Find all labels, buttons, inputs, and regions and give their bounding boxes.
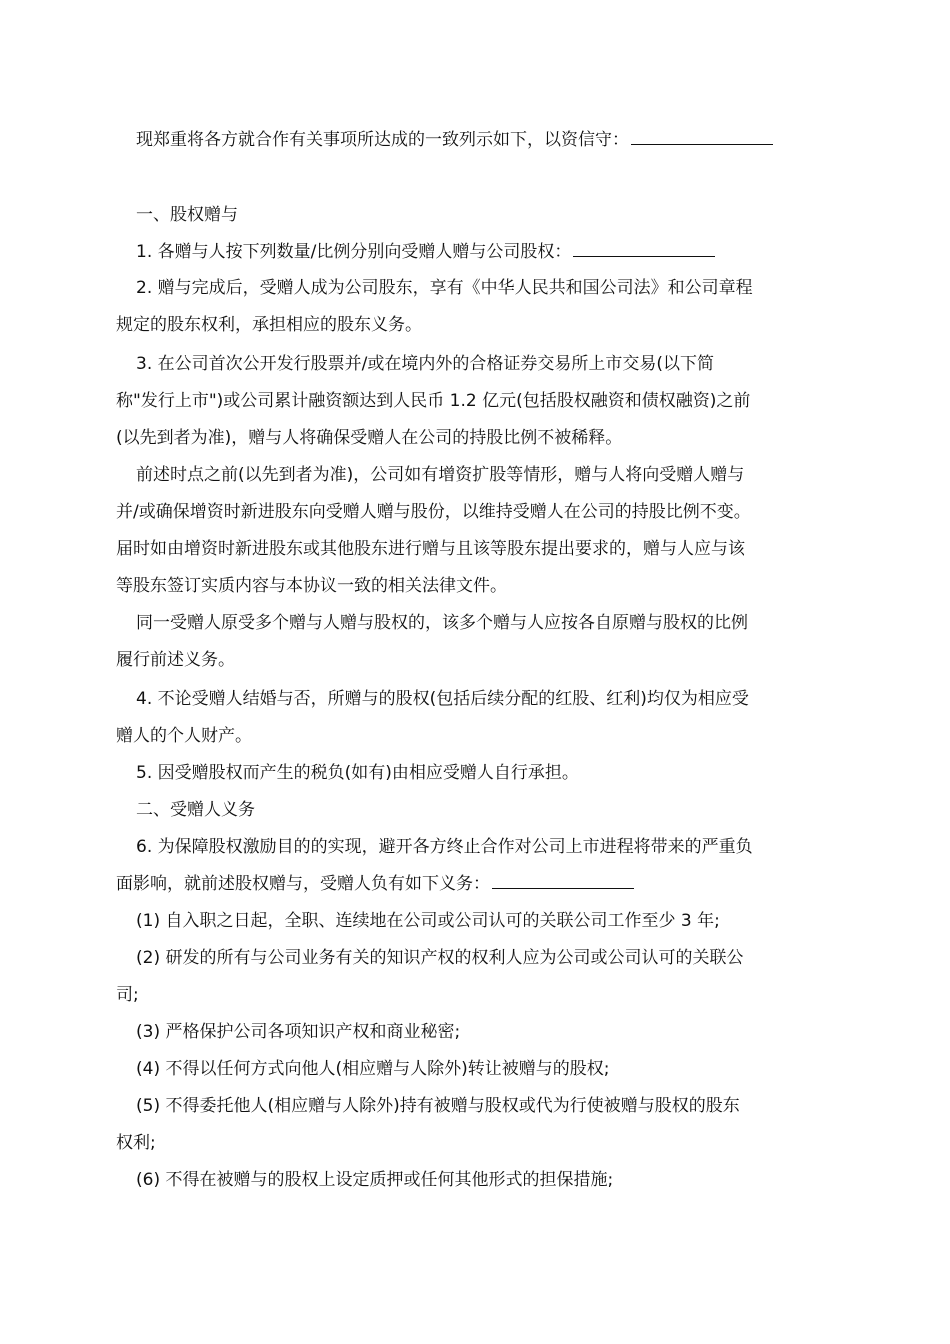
clause-6-text: 面影响，就前述股权赠与，受赠人负有如下义务：	[116, 874, 490, 894]
para-line-1: 前述时点之前(以先到者为准)，公司如有增资扩股等情形，赠与人将向受赠人赠与	[136, 465, 745, 485]
para-2-line-1: 同一受赠人原受多个赠与人赠与股权的，该多个赠与人应按各自原赠与股权的比例	[136, 613, 748, 633]
clause-4-line-2: 赠人的个人财产。	[116, 726, 252, 746]
clause-2-line-2: 规定的股东权利，承担相应的股东义务。	[116, 315, 422, 335]
clause-1-text: 1. 各赠与人按下列数量/比例分别向受赠人赠与公司股权：	[136, 242, 572, 262]
obligation-4: (4) 不得以任何方式向他人(相应赠与人除外)转让被赠与的股权;	[136, 1059, 610, 1079]
obligation-2-line-1: (2) 研发的所有与公司业务有关的知识产权的权利人应为公司或公司认可的关联公	[136, 948, 744, 968]
fill-in-blank[interactable]	[631, 128, 773, 145]
clause-3-line-1: 3. 在公司首次公开发行股票并/或在境内外的合格证券交易所上市交易(以下简	[136, 354, 714, 374]
clause-3-line-2: 称"发行上市")或公司累计融资额达到人民币 1.2 亿元(包括股权融资和债权融资)之前	[116, 391, 751, 411]
clause-6-line-2	[116, 872, 634, 896]
obligation-2-line-2: 司;	[116, 985, 139, 1005]
obligation-5-line-1: (5) 不得委托他人(相应赠与人除外)持有被赠与股权或代为行使被赠与股权的股东	[136, 1096, 740, 1116]
para-line-2: 并/或确保增资时新进股东向受赠人赠与股份，以维持受赠人在公司的持股比例不变。	[116, 502, 751, 522]
obligation-3: (3) 严格保护公司各项知识产权和商业秘密;	[136, 1022, 461, 1042]
obligation-1: (1) 自入职之日起，全职、连续地在公司或公司认可的关联公司工作至少 3 年;	[136, 911, 720, 931]
clause-3-line-3: (以先到者为准)，赠与人将确保受赠人在公司的持股比例不被稀释。	[116, 428, 623, 448]
para-line-4: 等股东签订实质内容与本协议一致的相关法律文件。	[116, 576, 507, 596]
clause-1	[136, 240, 715, 264]
intro-text: 现郑重将各方就合作有关事项所达成的一致列示如下，以资信守：	[136, 130, 629, 150]
clause-4-line-1: 4. 不论受赠人结婚与否，所赠与的股权(包括后续分配的红股、红利)均仅为相应受	[136, 689, 749, 709]
section-heading-1: 一、股权赠与	[136, 205, 238, 225]
obligation-6: (6) 不得在被赠与的股权上设定质押或任何其他形式的担保措施;	[136, 1170, 614, 1190]
intro-line	[136, 128, 773, 152]
clause-5: 5. 因受赠股权而产生的税负(如有)由相应受赠人自行承担。	[136, 763, 579, 783]
fill-in-blank[interactable]	[573, 240, 715, 257]
para-line-3: 届时如由增资时新进股东或其他股东进行赠与且该等股东提出要求的，赠与人应与该	[116, 539, 745, 559]
section-heading-2: 二、受赠人义务	[136, 800, 255, 820]
clause-6-line-1: 6. 为保障股权激励目的的实现，避开各方终止合作对公司上市进程将带来的严重负	[136, 837, 753, 857]
clause-2-line-1: 2. 赠与完成后，受赠人成为公司股东，享有《中华人民共和国公司法》和公司章程	[136, 278, 753, 298]
fill-in-blank[interactable]	[492, 872, 634, 889]
obligation-5-line-2: 权利;	[116, 1133, 156, 1153]
para-2-line-2: 履行前述义务。	[116, 650, 235, 670]
